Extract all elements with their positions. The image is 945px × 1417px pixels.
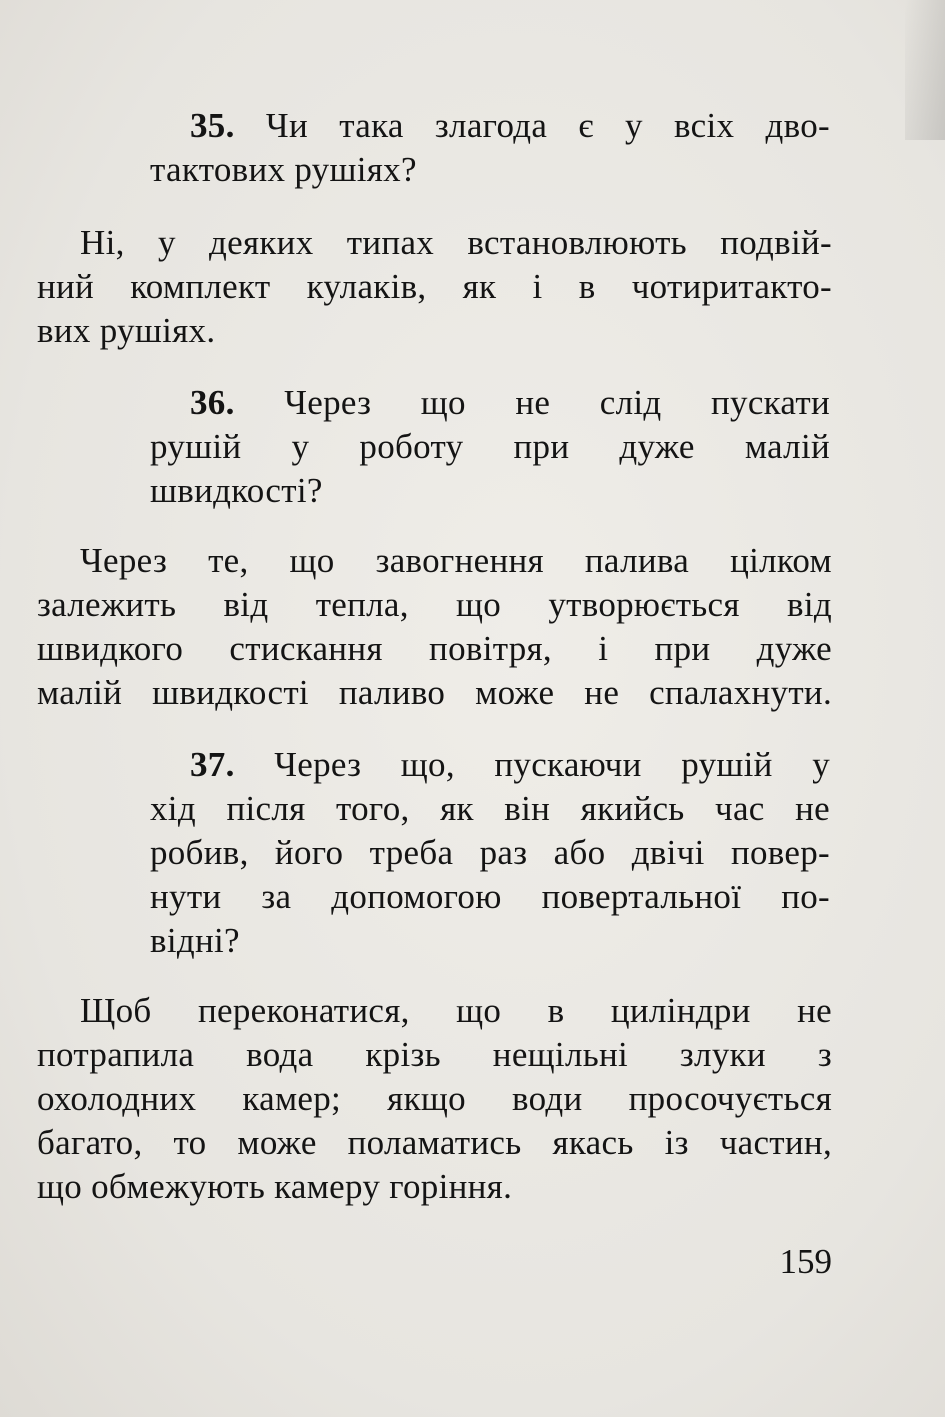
question-line: хід після того, як він якийсь час не (150, 789, 830, 828)
answer-line: що обмежують камеру горіння. (37, 1167, 513, 1206)
answer-line: ний комплект кулаків, як і в чотиритакто- (37, 267, 832, 306)
question-line: 35. Чи така злагода є у всіх дво- (190, 106, 830, 145)
question-line: робив, його треба раз або двічі повер- (150, 833, 830, 872)
question-number: 36. (190, 383, 235, 422)
answer-line: Щоб переконатися, що в циліндри не (80, 991, 832, 1030)
answer-line: Ні, у деяких типах встановлюють подвій- (80, 223, 832, 262)
page-number: 159 (779, 1242, 832, 1281)
question-line: швидкості? (150, 471, 323, 510)
answer-line: малій швидкості паливо може не спалахнути. (37, 673, 832, 712)
question-number: 37. (190, 745, 235, 784)
question-line: 37. Через що, пускаючи рушій у (190, 745, 830, 784)
question-line: рушій у роботу при дуже малій (150, 427, 830, 466)
answer-line: швидкого стискання повітря, і при дуже (37, 629, 832, 668)
page-edge-shadow (905, 0, 945, 140)
answer-line: охолодних камер; якщо води просочується (37, 1079, 832, 1118)
question-number: 35. (190, 106, 235, 145)
answer-line: потрапила вода крізь нещільні злуки з (37, 1035, 832, 1074)
answer-line: залежить від тепла, що утворюється від (37, 585, 832, 624)
answer-line: Через те, що завогнення палива цілком (80, 541, 832, 580)
question-line: нути за допомогою повертальної по- (150, 877, 830, 916)
answer-line: вих рушіях. (37, 311, 216, 350)
answer-line: багато, то може поламатись якась із частин, (37, 1123, 832, 1162)
question-line: відні? (150, 921, 240, 960)
question-line: тактових рушіях? (150, 150, 417, 189)
question-line: 36. Через що не слід пускати (190, 383, 830, 422)
